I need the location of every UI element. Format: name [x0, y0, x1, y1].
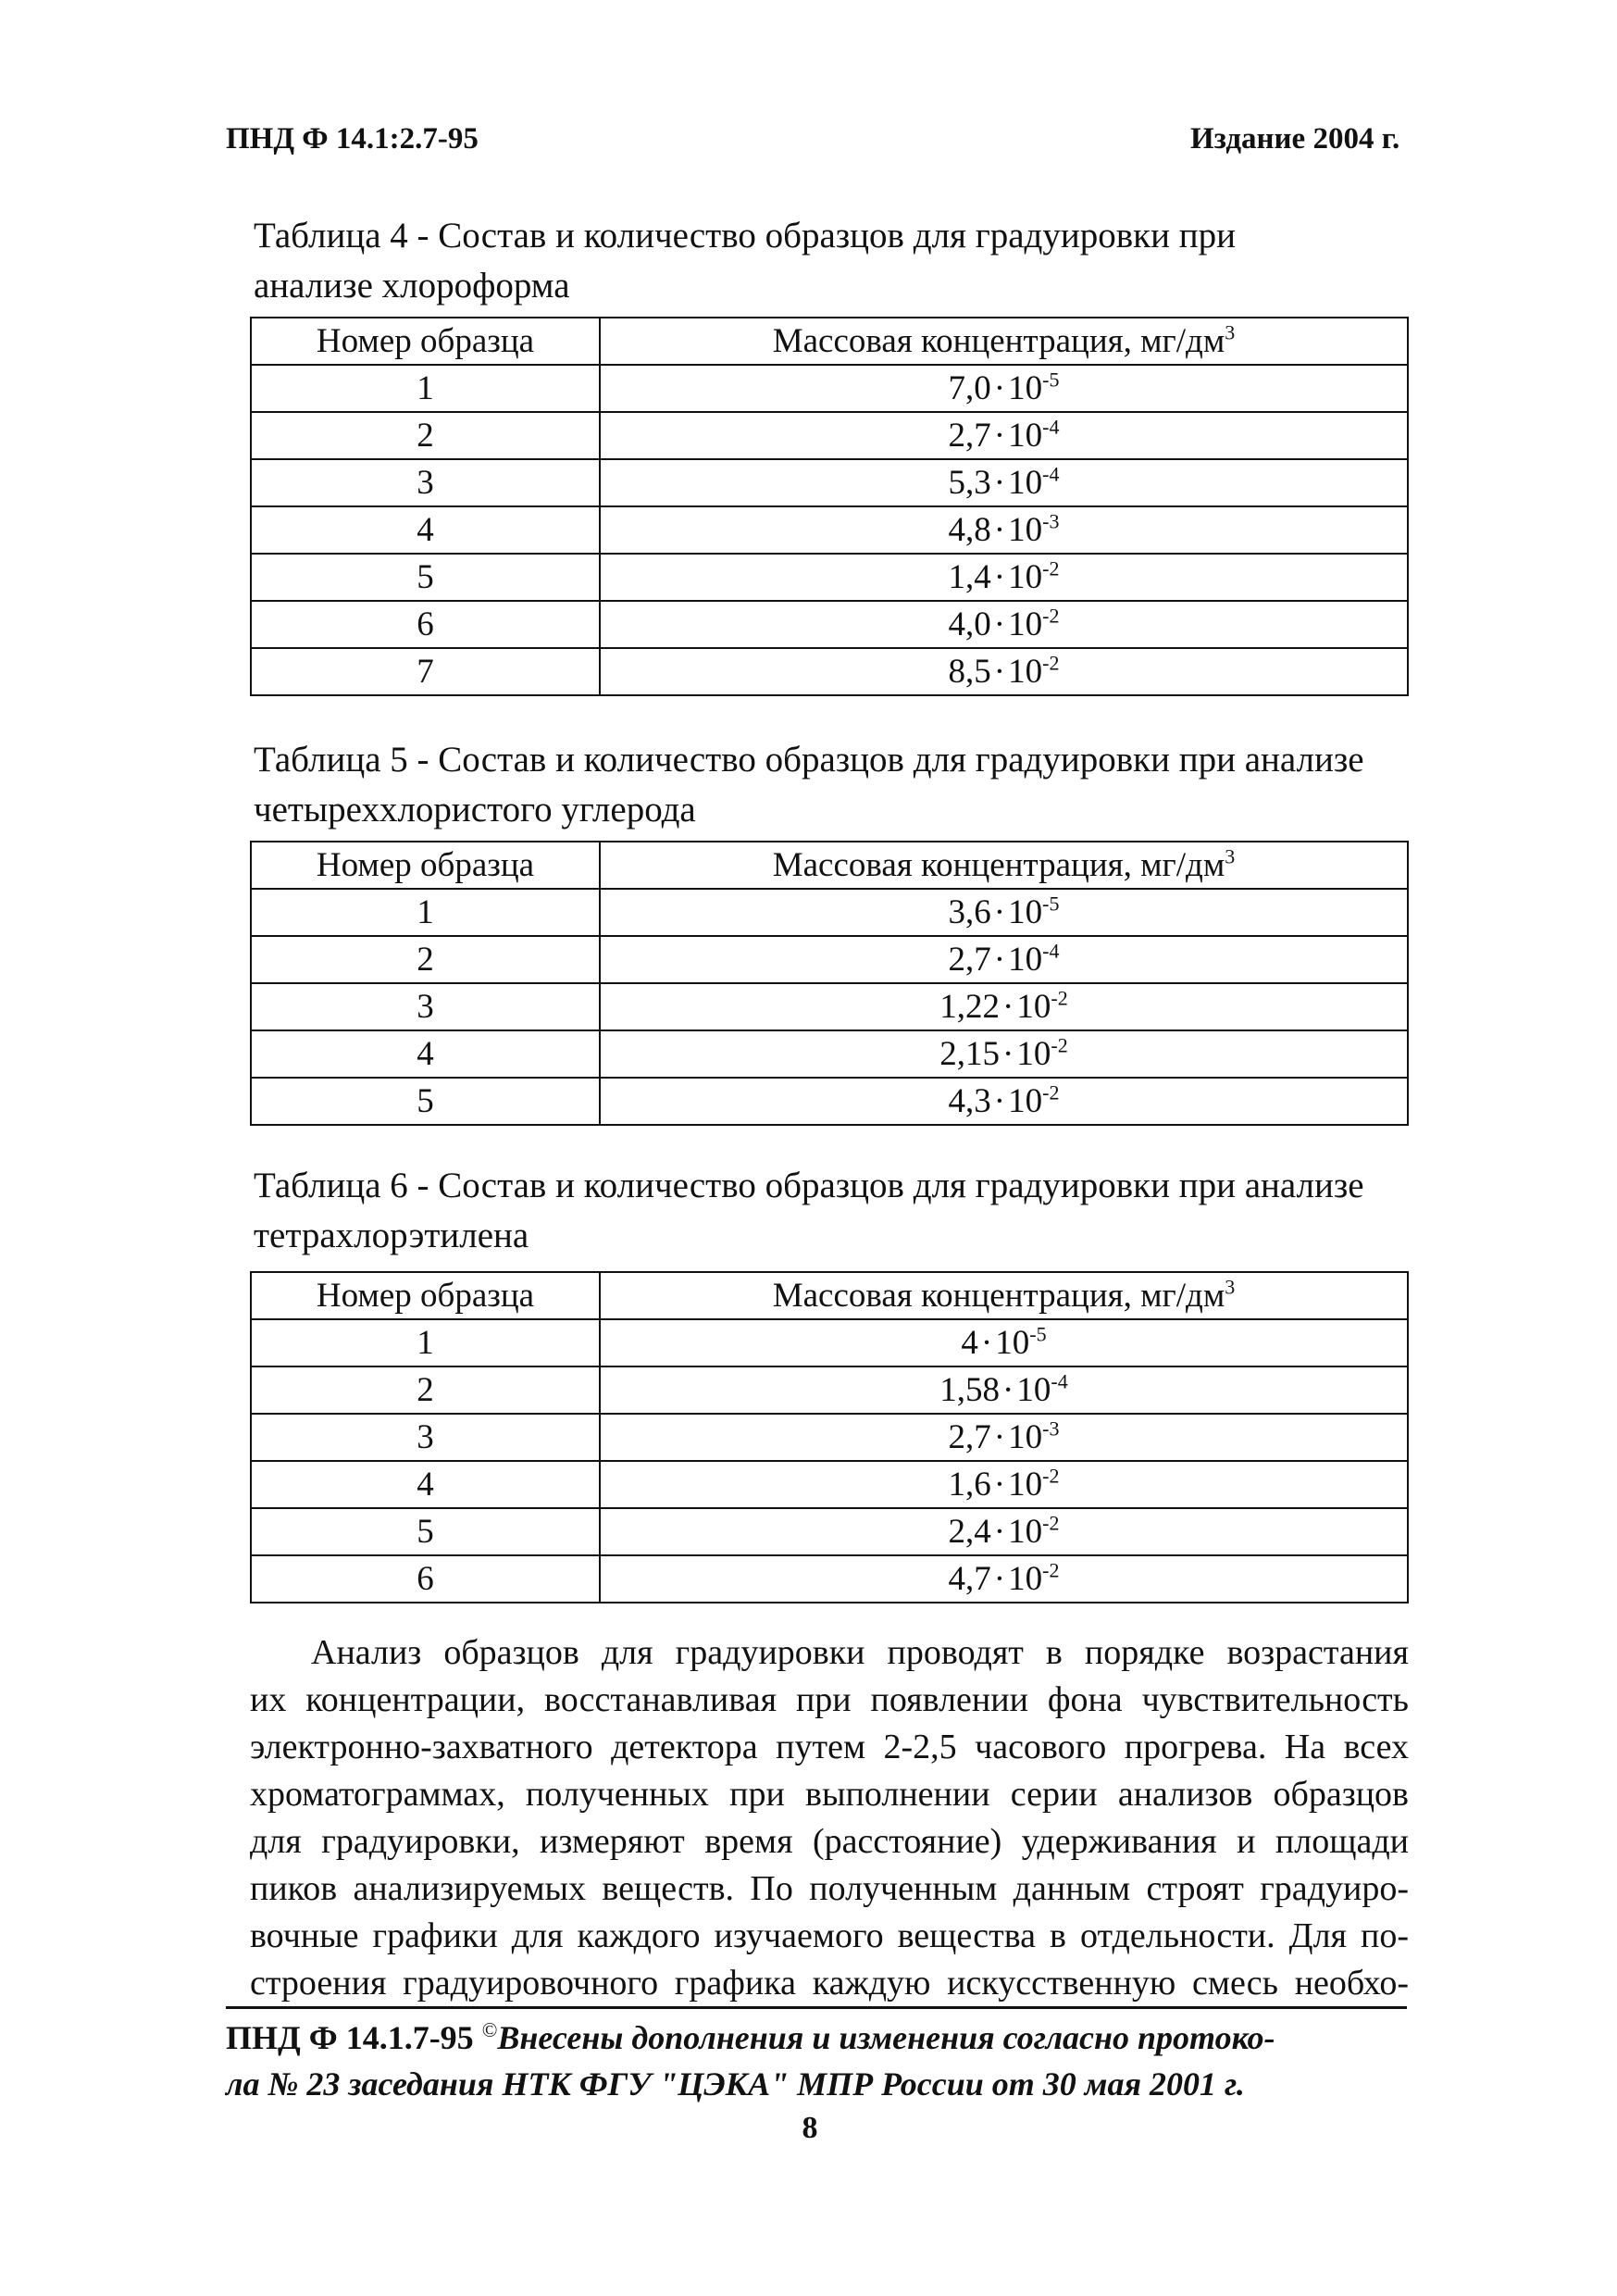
base: 10	[1016, 988, 1051, 1026]
concentration-cell	[600, 648, 1408, 695]
sample-number-cell: 1	[251, 889, 600, 936]
base: 10	[995, 1324, 1030, 1362]
concentration-cell	[600, 1366, 1408, 1414]
concentration-cell	[600, 1030, 1408, 1078]
table-row	[251, 1030, 1408, 1078]
footer-note-text: Внесены дополнения и изменения согласно протоко-	[497, 2019, 1275, 2056]
table-row	[251, 506, 1408, 554]
paragraph-line: Анализ образцов для градуировки проводят в порядке возрастания	[311, 1633, 1409, 1672]
col-header-sample-number: Номер образца	[251, 842, 600, 889]
sample-number-cell: 4	[251, 506, 600, 554]
mantissa: 8,5	[948, 653, 991, 691]
mantissa: 1,22	[939, 988, 1001, 1026]
unit-exponent: 3	[1225, 1275, 1236, 1299]
mantissa: 1,4	[948, 558, 991, 596]
mantissa: 5,3	[948, 464, 991, 502]
times-sign: ·	[993, 653, 1006, 691]
concentration-cell	[600, 1461, 1408, 1508]
mantissa: 2,4	[948, 1513, 991, 1551]
caption-line: четыреххлористого углерода	[254, 790, 696, 830]
exponent: -2	[1042, 1558, 1060, 1582]
concentration-cell	[600, 983, 1408, 1030]
times-sign: ·	[993, 464, 1006, 502]
unit-exponent: 3	[1225, 844, 1236, 868]
mantissa: 7,0	[948, 369, 991, 407]
table-row	[251, 554, 1408, 601]
sample-number-cell: 3	[251, 983, 600, 1030]
table-4-caption	[254, 211, 1420, 311]
concentration-cell	[600, 1078, 1408, 1125]
sample-number-cell: 4	[251, 1461, 600, 1508]
table-body	[251, 1319, 1408, 1603]
sample-number-cell: 3	[251, 1414, 600, 1461]
mantissa: 1,6	[948, 1466, 991, 1504]
col-header-text: Массовая концентрация, мг/дм	[772, 1277, 1225, 1315]
sample-number-cell: 2	[251, 412, 600, 459]
copyright-mark: ©	[481, 2018, 498, 2041]
col-header-sample-number: Номер образца	[251, 318, 600, 365]
caption-line: анализе хлороформа	[254, 266, 570, 306]
mantissa: 2,15	[939, 1035, 1001, 1073]
exponent: -2	[1051, 986, 1068, 1010]
table-row	[251, 1508, 1408, 1555]
mantissa: 3,6	[948, 893, 991, 931]
col-header-sample-number: Номер образца	[251, 1272, 600, 1319]
col-header-mass-concentration	[600, 1272, 1408, 1319]
table-row	[251, 459, 1408, 506]
mantissa: 4,7	[948, 1560, 991, 1598]
exponent: -2	[1042, 1511, 1060, 1535]
times-sign: ·	[993, 1513, 1006, 1551]
base: 10	[1008, 653, 1043, 691]
base: 10	[1008, 1513, 1043, 1551]
table-row	[251, 1319, 1408, 1366]
exponent: -2	[1042, 651, 1060, 675]
edition-header: Издание 2004 г.	[1190, 122, 1400, 156]
times-sign: ·	[993, 369, 1006, 407]
sample-number-cell: 2	[251, 936, 600, 983]
concentration-cell	[600, 601, 1408, 648]
base: 10	[1008, 1418, 1043, 1456]
times-sign: ·	[993, 1466, 1006, 1504]
concentration-cell	[600, 412, 1408, 459]
table-header-row	[251, 318, 1408, 365]
mantissa: 2,7	[948, 941, 991, 979]
base: 10	[1008, 941, 1043, 979]
sample-number-cell: 6	[251, 601, 600, 648]
base: 10	[1008, 893, 1043, 931]
exponent: -2	[1042, 604, 1060, 628]
concentration-cell	[600, 365, 1408, 412]
mantissa: 4,8	[948, 511, 991, 549]
concentration-cell	[600, 1319, 1408, 1366]
times-sign: ·	[993, 605, 1006, 643]
times-sign: ·	[993, 1560, 1006, 1598]
times-sign: ·	[993, 511, 1006, 549]
exponent: -4	[1042, 939, 1060, 963]
exponent: -3	[1042, 1416, 1060, 1441]
table-row	[251, 365, 1408, 412]
exponent: -2	[1042, 1464, 1060, 1488]
base: 10	[1016, 1371, 1051, 1409]
times-sign: ·	[993, 941, 1006, 979]
caption-line: тетрахлорэтилена	[254, 1216, 529, 1255]
paragraph-line: вочные графики для каждого изучаемого вещества в отдельности. Для по-	[250, 1916, 1409, 1955]
concentration-cell	[600, 889, 1408, 936]
mantissa: 1,58	[939, 1371, 1001, 1409]
table-row	[251, 889, 1408, 936]
paragraph-line: хроматограммах, полученных при выполнении серии анализов образцов	[250, 1775, 1409, 1814]
times-sign: ·	[993, 893, 1006, 931]
concentration-cell	[600, 1414, 1408, 1461]
col-header-mass-concentration	[600, 842, 1408, 889]
col-header-mass-concentration	[600, 318, 1408, 365]
table-row	[251, 983, 1408, 1030]
base: 10	[1008, 1560, 1043, 1598]
col-header-text: Массовая концентрация, мг/дм	[772, 322, 1225, 360]
base: 10	[1008, 605, 1043, 643]
table-header-row	[251, 1272, 1408, 1319]
footer-line-2: ла № 23 заседания НТК ФГУ "ЦЭКА" МПР России от 30 мая 2001 г.	[226, 2065, 1245, 2103]
paragraph-line: электронно-захватного детектора путем 2-2,5 часового прогрева. На всех	[250, 1728, 1409, 1766]
exponent: -2	[1051, 1033, 1068, 1057]
sample-number-cell: 5	[251, 1078, 600, 1125]
mantissa: 2,7	[948, 417, 991, 455]
base: 10	[1008, 511, 1043, 549]
table-5-caption	[254, 735, 1420, 835]
exponent: -4	[1051, 1369, 1068, 1393]
base: 10	[1008, 1466, 1043, 1504]
exponent: -5	[1042, 892, 1060, 916]
mantissa: 4,0	[948, 605, 991, 643]
base: 10	[1008, 558, 1043, 596]
exponent: -5	[1042, 368, 1060, 392]
concentration-cell	[600, 936, 1408, 983]
sample-number-cell: 3	[251, 459, 600, 506]
table-row	[251, 648, 1408, 695]
sample-number-cell: 5	[251, 1508, 600, 1555]
sample-number-cell: 4	[251, 1030, 600, 1078]
table-row	[251, 1366, 1408, 1414]
table-body	[251, 365, 1408, 695]
footer-doc-code: ПНД Ф 14.1.7-95	[226, 2019, 474, 2056]
times-sign: ·	[993, 558, 1006, 596]
times-sign: ·	[993, 1082, 1006, 1120]
table-4	[250, 317, 1409, 696]
sample-number-cell: 1	[251, 1319, 600, 1366]
footer-divider	[226, 2006, 1407, 2009]
table-row	[251, 1078, 1408, 1125]
exponent: -2	[1042, 556, 1060, 580]
times-sign: ·	[980, 1324, 993, 1362]
sample-number-cell: 7	[251, 648, 600, 695]
mantissa: 4	[961, 1324, 978, 1362]
mantissa: 4,3	[948, 1082, 991, 1120]
unit-exponent: 3	[1225, 320, 1236, 344]
table-row	[251, 1461, 1408, 1508]
page-number: 8	[802, 2111, 818, 2145]
table-6-caption	[254, 1161, 1420, 1261]
col-header-text: Массовая концентрация, мг/дм	[772, 846, 1225, 884]
concentration-cell	[600, 554, 1408, 601]
table-body	[251, 889, 1408, 1125]
caption-line: Таблица 5 - Состав и количество образцов для градуировки при анализе	[254, 740, 1364, 780]
paragraph-line: пиков анализируемых веществ. По полученным данным строят градуиро-	[250, 1869, 1409, 1908]
table-6	[250, 1271, 1409, 1603]
footer-note	[226, 2015, 1411, 2107]
base: 10	[1008, 417, 1043, 455]
base: 10	[1008, 464, 1043, 502]
sample-number-cell: 2	[251, 1366, 600, 1414]
exponent: -5	[1029, 1322, 1047, 1346]
sample-number-cell: 6	[251, 1555, 600, 1603]
table-row	[251, 412, 1408, 459]
mantissa: 2,7	[948, 1418, 991, 1456]
times-sign: ·	[1002, 988, 1014, 1026]
exponent: -4	[1042, 415, 1060, 439]
times-sign: ·	[1002, 1035, 1014, 1073]
times-sign: ·	[1002, 1371, 1014, 1409]
caption-line: Таблица 4 - Состав и количество образцов для градуировки при	[254, 216, 1236, 256]
base: 10	[1008, 369, 1043, 407]
paragraph-line: строения градуировочного графика каждую искусственную смесь необхо-	[250, 1964, 1409, 2003]
paragraph-line: их концентрации, восстанавливая при появлении фона чувствительность	[250, 1680, 1409, 1719]
footer-line-1	[226, 2015, 1411, 2061]
exponent: -4	[1042, 462, 1060, 486]
sample-number-cell: 5	[251, 554, 600, 601]
base: 10	[1016, 1035, 1051, 1073]
exponent: -2	[1042, 1080, 1060, 1104]
concentration-cell	[600, 459, 1408, 506]
caption-line: Таблица 6 - Состав и количество образцов для градуировки при анализе	[254, 1166, 1364, 1205]
table-row	[251, 1414, 1408, 1461]
table-row	[251, 601, 1408, 648]
concentration-cell	[600, 506, 1408, 554]
exponent: -3	[1042, 509, 1060, 533]
concentration-cell	[600, 1555, 1408, 1603]
concentration-cell	[600, 1508, 1408, 1555]
doc-code-header: ПНД Ф 14.1:2.7-95	[226, 122, 479, 156]
paragraph-line: для градуировки, измеряют время (расстояние) удерживания и площади	[250, 1822, 1409, 1861]
table-header-row	[251, 842, 1408, 889]
times-sign: ·	[993, 1418, 1006, 1456]
base: 10	[1008, 1082, 1043, 1120]
body-paragraph	[250, 1629, 1409, 2007]
times-sign: ·	[993, 417, 1006, 455]
table-row	[251, 1555, 1408, 1603]
sample-number-cell: 1	[251, 365, 600, 412]
table-5	[250, 841, 1409, 1126]
table-row	[251, 936, 1408, 983]
